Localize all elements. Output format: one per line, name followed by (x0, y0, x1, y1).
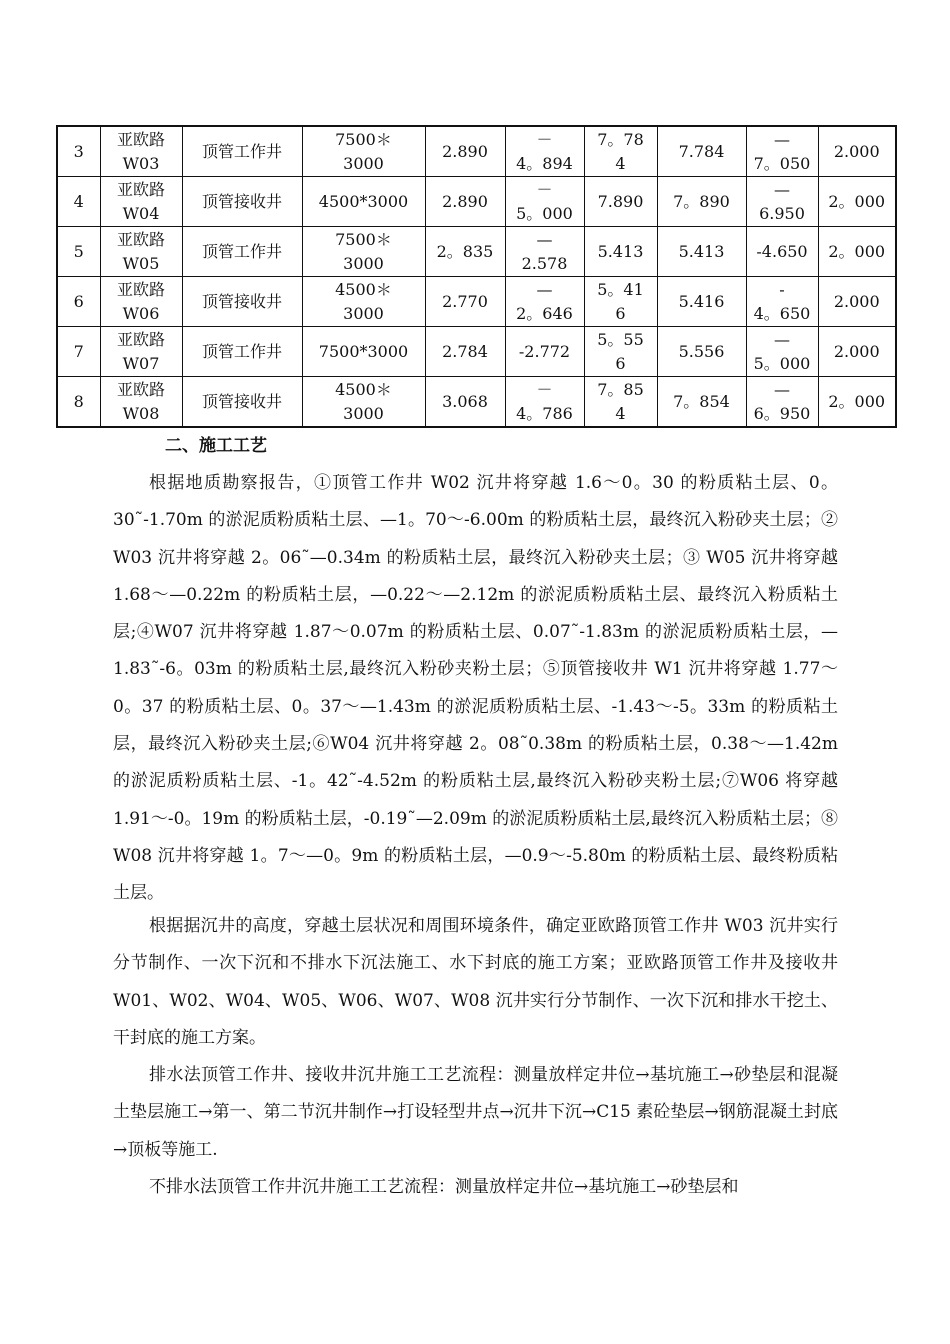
paragraph-geology (113, 465, 838, 913)
cell-well-type: 顶管接收井 (182, 377, 302, 428)
cell-value: — 6.950 (746, 177, 818, 227)
cell-value: — 5。000 (746, 327, 818, 377)
cell-value: 7。78 4 (584, 126, 657, 177)
section-heading: 二、施工工艺 (165, 436, 267, 456)
cell-value: 5。55 6 (584, 327, 657, 377)
cell-size: 4500*3000 (302, 177, 425, 227)
table-row (57, 126, 896, 177)
table-row (57, 277, 896, 327)
table-row (57, 327, 896, 377)
cell-size: 7500＊ 3000 (302, 126, 425, 177)
cell-value: — 7。050 (746, 126, 818, 177)
paragraph-non-drainage-process (113, 1169, 838, 1206)
cell-value: 5.413 (584, 227, 657, 277)
table-row (57, 177, 896, 227)
cell-no: 4 (57, 177, 100, 227)
cell-value: 2.890 (425, 126, 505, 177)
cell-value: 2.890 (425, 177, 505, 227)
cell-value: -2.772 (505, 327, 584, 377)
paragraph-drainage-process (113, 1057, 838, 1169)
cell-well-name: 亚欧路 W03 (100, 126, 182, 177)
cell-no: 7 (57, 327, 100, 377)
cell-value: － 4。786 (505, 377, 584, 428)
cell-value: 5.556 (657, 327, 746, 377)
cell-value: — 6。950 (746, 377, 818, 428)
cell-well-name: 亚欧路 W06 (100, 277, 182, 327)
cell-well-type: 顶管接收井 (182, 177, 302, 227)
cell-size: 7500*3000 (302, 327, 425, 377)
cell-well-name: 亚欧路 W08 (100, 377, 182, 428)
cell-value: 2。000 (818, 177, 896, 227)
cell-value: 7.890 (584, 177, 657, 227)
cell-value: 7。85 4 (584, 377, 657, 428)
cell-value: — 2.578 (505, 227, 584, 277)
cell-well-type: 顶管接收井 (182, 277, 302, 327)
paragraph-text: 排水法顶管工作井、接收井沉井施工工艺流程：测量放样定井位→基坑施工→砂垫层和混凝土垫层施工→第一、第二节沉井制作→打设轻型井点→沉井下沉→C15 素砼垫层→钢筋混凝土封底→顶板等施工. (113, 1065, 838, 1160)
paragraph-text: 不排水法顶管工作井沉井施工工艺流程：测量放样定井位→基坑施工→砂垫层和 (149, 1177, 739, 1197)
table-row (57, 377, 896, 428)
cell-size: 4500＊ 3000 (302, 377, 425, 428)
cell-value: 2。000 (818, 227, 896, 277)
cell-value: -4.650 (746, 227, 818, 277)
paragraph-construction-plan (113, 908, 838, 1057)
cell-value: 5.416 (657, 277, 746, 327)
cell-value: － 5。000 (505, 177, 584, 227)
paragraph-text: 根据据沉井的高度，穿越土层状况和周围环境条件，确定亚欧路顶管工作井 W03 沉井实行分节制作、一次下沉和不排水下沉法施工、水下封底的施工方案；亚欧路顶管工作井及接收井 W01、W02、W04、W05、W06、W07、W08 沉井实行分节制作、一次下沉和排水干挖土、干封底的施工方案。 (113, 916, 838, 1048)
cell-well-name: 亚欧路 W07 (100, 327, 182, 377)
cell-value: 2。000 (818, 377, 896, 428)
cell-well-name: 亚欧路 W04 (100, 177, 182, 227)
cell-value: 2.000 (818, 277, 896, 327)
cell-well-type: 顶管工作井 (182, 327, 302, 377)
well-parameters-table (56, 125, 897, 428)
cell-value: 7。890 (657, 177, 746, 227)
cell-value: 2.770 (425, 277, 505, 327)
cell-value: — 2。646 (505, 277, 584, 327)
cell-well-type: 顶管工作井 (182, 126, 302, 177)
cell-value: 2.000 (818, 327, 896, 377)
cell-well-name: 亚欧路 W05 (100, 227, 182, 277)
cell-well-type: 顶管工作井 (182, 227, 302, 277)
cell-size: 7500＊ 3000 (302, 227, 425, 277)
cell-value: － 4。894 (505, 126, 584, 177)
cell-value: 7。854 (657, 377, 746, 428)
cell-value: 2.000 (818, 126, 896, 177)
table-row (57, 227, 896, 277)
cell-value: 2。835 (425, 227, 505, 277)
cell-value: 5.413 (657, 227, 746, 277)
cell-no: 8 (57, 377, 100, 428)
cell-value: 7.784 (657, 126, 746, 177)
cell-no: 6 (57, 277, 100, 327)
cell-value: 2.784 (425, 327, 505, 377)
cell-value: 3.068 (425, 377, 505, 428)
cell-no: 3 (57, 126, 100, 177)
paragraph-text: 根据地质勘察报告，①顶管工作井 W02 沉井将穿越 1.6～0。30 的粉质粘土层、0。30˜-1.70m 的淤泥质粉质粘土层、—1。70～-6.00m 的粉质粘土层，最终沉入粉砂夹土层；② W03 沉井将穿越 2。06˜—0.34m 的粉质粘土层，最终沉入粉砂夹土层；③ W05 沉井将穿越 1.68～—0.22m 的粉质粘土层，—0.22～—2.12m 的淤泥质粉质粘土层、最终沉入粉质粘土层;④W07 沉井将穿越 1.87～0.07m 的粉质粘土层、0.07˜-1.83m 的淤泥质粉质粘土层，—1.83˜-6。03m 的粉质粘土层,最终沉入粉砂夹粉土层；⑤顶管接收井 W1 沉井将穿越 1.77～0。37 的粉质粘土层、0。37～—1.43m 的淤泥质粉质粘土层、-1.43～-5。33m 的粉质粘土层，最终沉入粉砂夹土层;⑥W04 沉井将穿越 2。08˜0.38m 的粉质粘土层，0.38～—1.42m 的淤泥质粉质粘土层、-1。42˜-4.52m 的粉质粘土层,最终沉入粉砂夹粉土层;⑦W06 将穿越 1.91～-0。19m 的粉质粘土层，-0.19˜—2.09m 的淤泥质粉质粘土层,最终沉入粉质粘土层；⑧ W08 沉井将穿越 1。7～—0。9m 的粉质粘土层，—0.9～-5.80m 的粉质粘土层、最终粉质粘土层。 (113, 473, 838, 904)
cell-value: - 4。650 (746, 277, 818, 327)
cell-value: 5。41 6 (584, 277, 657, 327)
cell-size: 4500＊ 3000 (302, 277, 425, 327)
cell-no: 5 (57, 227, 100, 277)
